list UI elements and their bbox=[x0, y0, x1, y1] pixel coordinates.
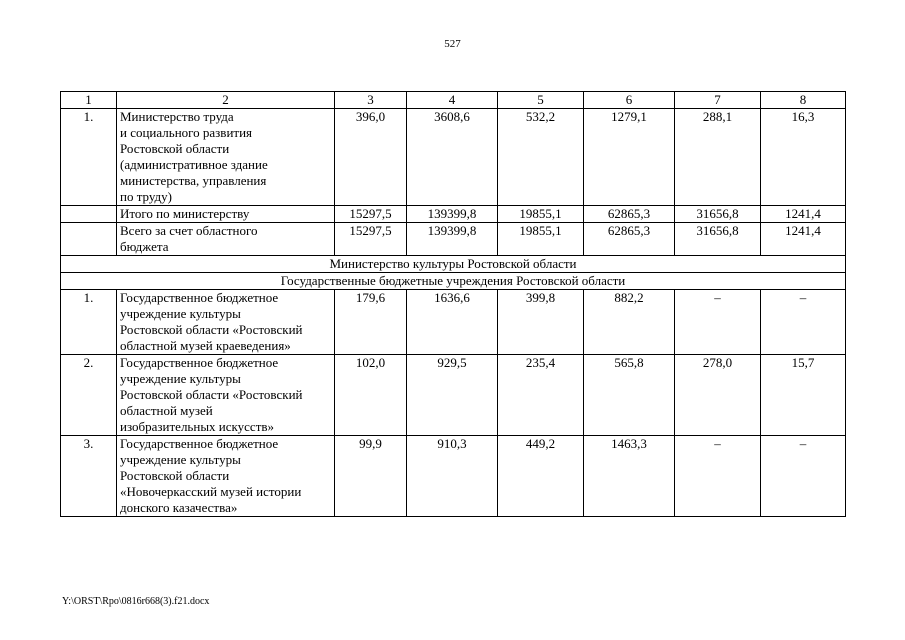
value-cell: 102,0 bbox=[335, 355, 407, 436]
header-cell: 5 bbox=[498, 92, 584, 109]
footer-file-path: Y:\ORST\Rpo\0816r668(3).f21.docx bbox=[62, 596, 210, 607]
name-line: «Новочеркасский музей истории bbox=[120, 484, 302, 499]
value-cell: 1279,1 bbox=[584, 109, 675, 206]
row-name bbox=[117, 290, 335, 355]
table-row bbox=[61, 109, 846, 206]
value-cell: 31656,8 bbox=[675, 206, 761, 223]
value-cell: 288,1 bbox=[675, 109, 761, 206]
name-line: Ростовской области «Ростовский bbox=[120, 322, 303, 337]
name-line: учреждение культуры bbox=[120, 306, 241, 321]
value-cell: – bbox=[761, 290, 846, 355]
name-line: Итого по министерству bbox=[120, 206, 250, 221]
value-cell: 15,7 bbox=[761, 355, 846, 436]
row-name bbox=[117, 223, 335, 256]
value-cell: 532,2 bbox=[498, 109, 584, 206]
table-row bbox=[61, 290, 846, 355]
row-name bbox=[117, 109, 335, 206]
value-cell: 399,8 bbox=[498, 290, 584, 355]
table-body bbox=[61, 92, 846, 517]
header-cell: 1 bbox=[61, 92, 117, 109]
name-line: (административное здание bbox=[120, 157, 268, 172]
value-cell: 235,4 bbox=[498, 355, 584, 436]
name-line: Ростовской области bbox=[120, 468, 230, 483]
name-line: учреждение культуры bbox=[120, 371, 241, 386]
value-cell: 31656,8 bbox=[675, 223, 761, 256]
value-cell: 139399,8 bbox=[407, 206, 498, 223]
budget-table bbox=[60, 91, 846, 517]
value-cell: 62865,3 bbox=[584, 206, 675, 223]
page-number: 527 bbox=[444, 38, 461, 50]
value-cell: 99,9 bbox=[335, 436, 407, 517]
value-cell: 15297,5 bbox=[335, 223, 407, 256]
value-cell: 449,2 bbox=[498, 436, 584, 517]
value-cell: 565,8 bbox=[584, 355, 675, 436]
row-name bbox=[117, 206, 335, 223]
value-cell: 62865,3 bbox=[584, 223, 675, 256]
row-name bbox=[117, 355, 335, 436]
table-header-row bbox=[61, 92, 846, 109]
name-line: и социального развития bbox=[120, 125, 253, 140]
name-line: изобразительных искусств» bbox=[120, 419, 275, 434]
row-number bbox=[61, 223, 117, 256]
value-cell: 19855,1 bbox=[498, 206, 584, 223]
name-line: учреждение культуры bbox=[120, 452, 241, 467]
table-row bbox=[61, 206, 846, 223]
row-number: 1. bbox=[61, 109, 117, 206]
value-cell: 179,6 bbox=[335, 290, 407, 355]
value-cell: – bbox=[761, 436, 846, 517]
name-line: министерства, управления bbox=[120, 173, 267, 188]
header-cell: 6 bbox=[584, 92, 675, 109]
value-cell: 16,3 bbox=[761, 109, 846, 206]
header-cell: 4 bbox=[407, 92, 498, 109]
section-heading-ministry: Министерство культуры Ростовской области bbox=[61, 256, 846, 273]
header-cell: 2 bbox=[117, 92, 335, 109]
name-line: Государственное бюджетное bbox=[120, 436, 279, 451]
name-line: Ростовской области bbox=[120, 141, 230, 156]
value-cell: 139399,8 bbox=[407, 223, 498, 256]
value-cell: 1463,3 bbox=[584, 436, 675, 517]
row-name bbox=[117, 436, 335, 517]
section-row bbox=[61, 273, 846, 290]
table-row bbox=[61, 355, 846, 436]
header-cell: 8 bbox=[761, 92, 846, 109]
name-line: донского казачества» bbox=[120, 500, 238, 515]
name-line: бюджета bbox=[120, 239, 169, 254]
value-cell: 910,3 bbox=[407, 436, 498, 517]
name-line: Всего за счет областного bbox=[120, 223, 258, 238]
name-line: Министерство труда bbox=[120, 109, 234, 124]
row-number bbox=[61, 206, 117, 223]
row-number: 2. bbox=[61, 355, 117, 436]
value-cell: 929,5 bbox=[407, 355, 498, 436]
table-row bbox=[61, 223, 846, 256]
header-cell: 7 bbox=[675, 92, 761, 109]
value-cell: 882,2 bbox=[584, 290, 675, 355]
value-cell: 396,0 bbox=[335, 109, 407, 206]
name-line: областной музей bbox=[120, 403, 213, 418]
section-row bbox=[61, 256, 846, 273]
name-line: Ростовской области «Ростовский bbox=[120, 387, 303, 402]
value-cell: 1636,6 bbox=[407, 290, 498, 355]
row-number: 1. bbox=[61, 290, 117, 355]
name-line: по труду) bbox=[120, 189, 172, 204]
value-cell: 19855,1 bbox=[498, 223, 584, 256]
row-number: 3. bbox=[61, 436, 117, 517]
table-row bbox=[61, 436, 846, 517]
name-line: областной музей краеведения» bbox=[120, 338, 291, 353]
name-line: Государственное бюджетное bbox=[120, 290, 279, 305]
value-cell: 278,0 bbox=[675, 355, 761, 436]
value-cell: – bbox=[675, 290, 761, 355]
value-cell: – bbox=[675, 436, 761, 517]
name-line: Государственное бюджетное bbox=[120, 355, 279, 370]
value-cell: 15297,5 bbox=[335, 206, 407, 223]
value-cell: 1241,4 bbox=[761, 206, 846, 223]
header-cell: 3 bbox=[335, 92, 407, 109]
value-cell: 3608,6 bbox=[407, 109, 498, 206]
value-cell: 1241,4 bbox=[761, 223, 846, 256]
section-heading-institutions: Государственные бюджетные учреждения Ростовской области bbox=[61, 273, 846, 290]
